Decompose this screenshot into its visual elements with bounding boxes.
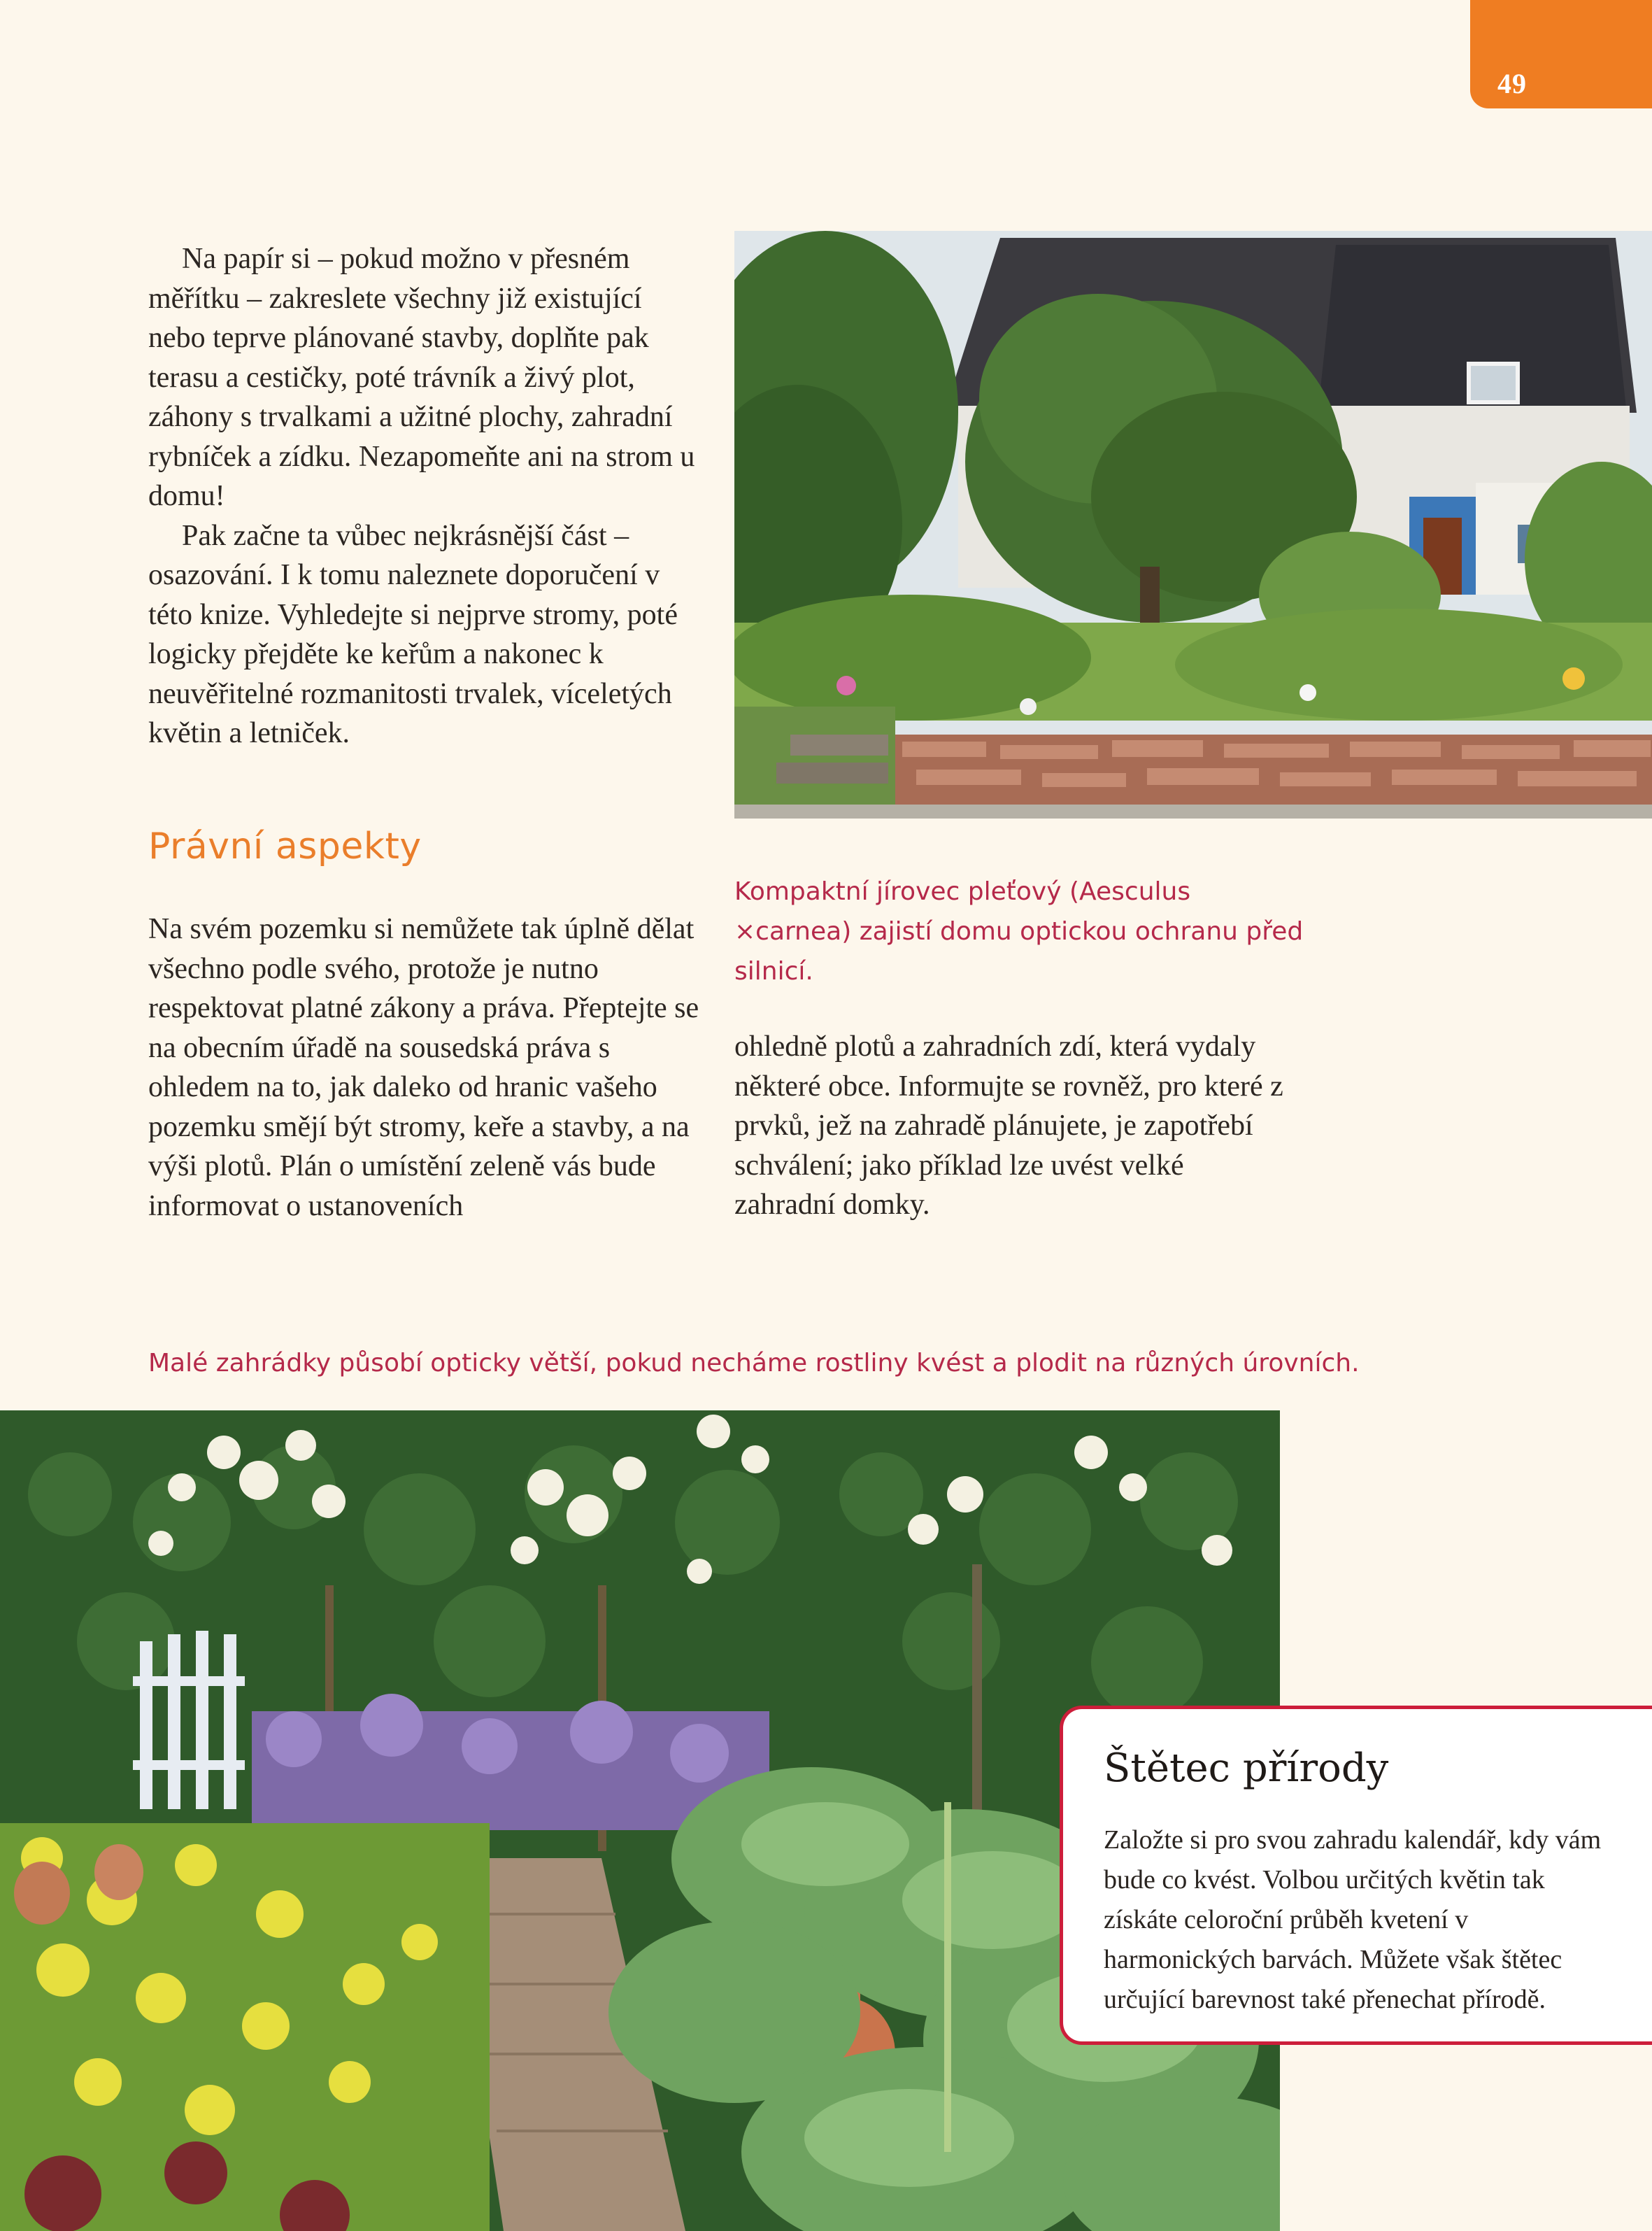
garden-photo-caption: Malé zahrádky působí opticky větší, pokud necháme rostliny kvést a plodit na různých úrovních. xyxy=(148,1349,1360,1377)
section-text-left: Na svém pozemku si nemůžete tak úplně dělat všechno podle svého, protože je nutno respektovat platné zákony a práva. Přeptejte se na obecním úřadě na sousedská práva s ohledem na to, jak daleko od hranic vašeho pozemku smějí být stromy, keře a stavby, a na výši plotů. Plán o umístění zeleně vás bude informovat o ustanoveních xyxy=(148,913,699,1222)
info-box-text: Založte si pro svou zahradu kalendář, kdy vám bude co kvést. Volbou určitých květin tak získáte celoroční průběh kvetení v harmonických barvách. Můžete však štětec určující barevnost také přenechat přírodě. xyxy=(1104,1825,1602,2014)
intro-text xyxy=(148,239,701,753)
info-box xyxy=(1060,1706,1652,2045)
house-garden-photo xyxy=(734,231,1652,819)
info-box-title: Štětec přírody xyxy=(1104,1745,1389,1791)
section-text-right: ohledně plotů a zahradních zdí, která vydaly některé obce. Informujte se rovněž, pro které z prvků, jež na zahradě plánujete, je zapotřebí schválení; jako příklad lze uvést velké zahradní domky. xyxy=(734,1030,1283,1221)
intro-paragraph-1: Na papír si – pokud možno v přesném měřítku – zakreslete všechny již existující nebo teprve plánované stavby, doplňte pak terasu a cestičky, poté trávník a živý plot, záhony s trvalkami a užitné plochy, zahradní rybníček a zídku. Nezapomeňte ani na strom u domu! xyxy=(148,243,695,512)
section-heading: Právní aspekty xyxy=(148,826,422,867)
house-photo-caption: Kompaktní jírovec pleťový (Aesculus ×carnea) zajistí domu optickou ochranu před silnicí. xyxy=(734,877,1304,986)
intro-paragraph-2: Pak začne ta vůbec nejkrásnější část – osazování. I k tomu naleznete doporučení v této knize. Vyhledejte si nejprve stromy, poté logicky přejděte ke keřům a nakonec k neuvěřitelné rozmanitosti trvalek, víceletých květin a letniček. xyxy=(148,519,678,749)
page-number: 49 xyxy=(1497,68,1527,99)
house-garden-illustration xyxy=(734,231,1652,819)
